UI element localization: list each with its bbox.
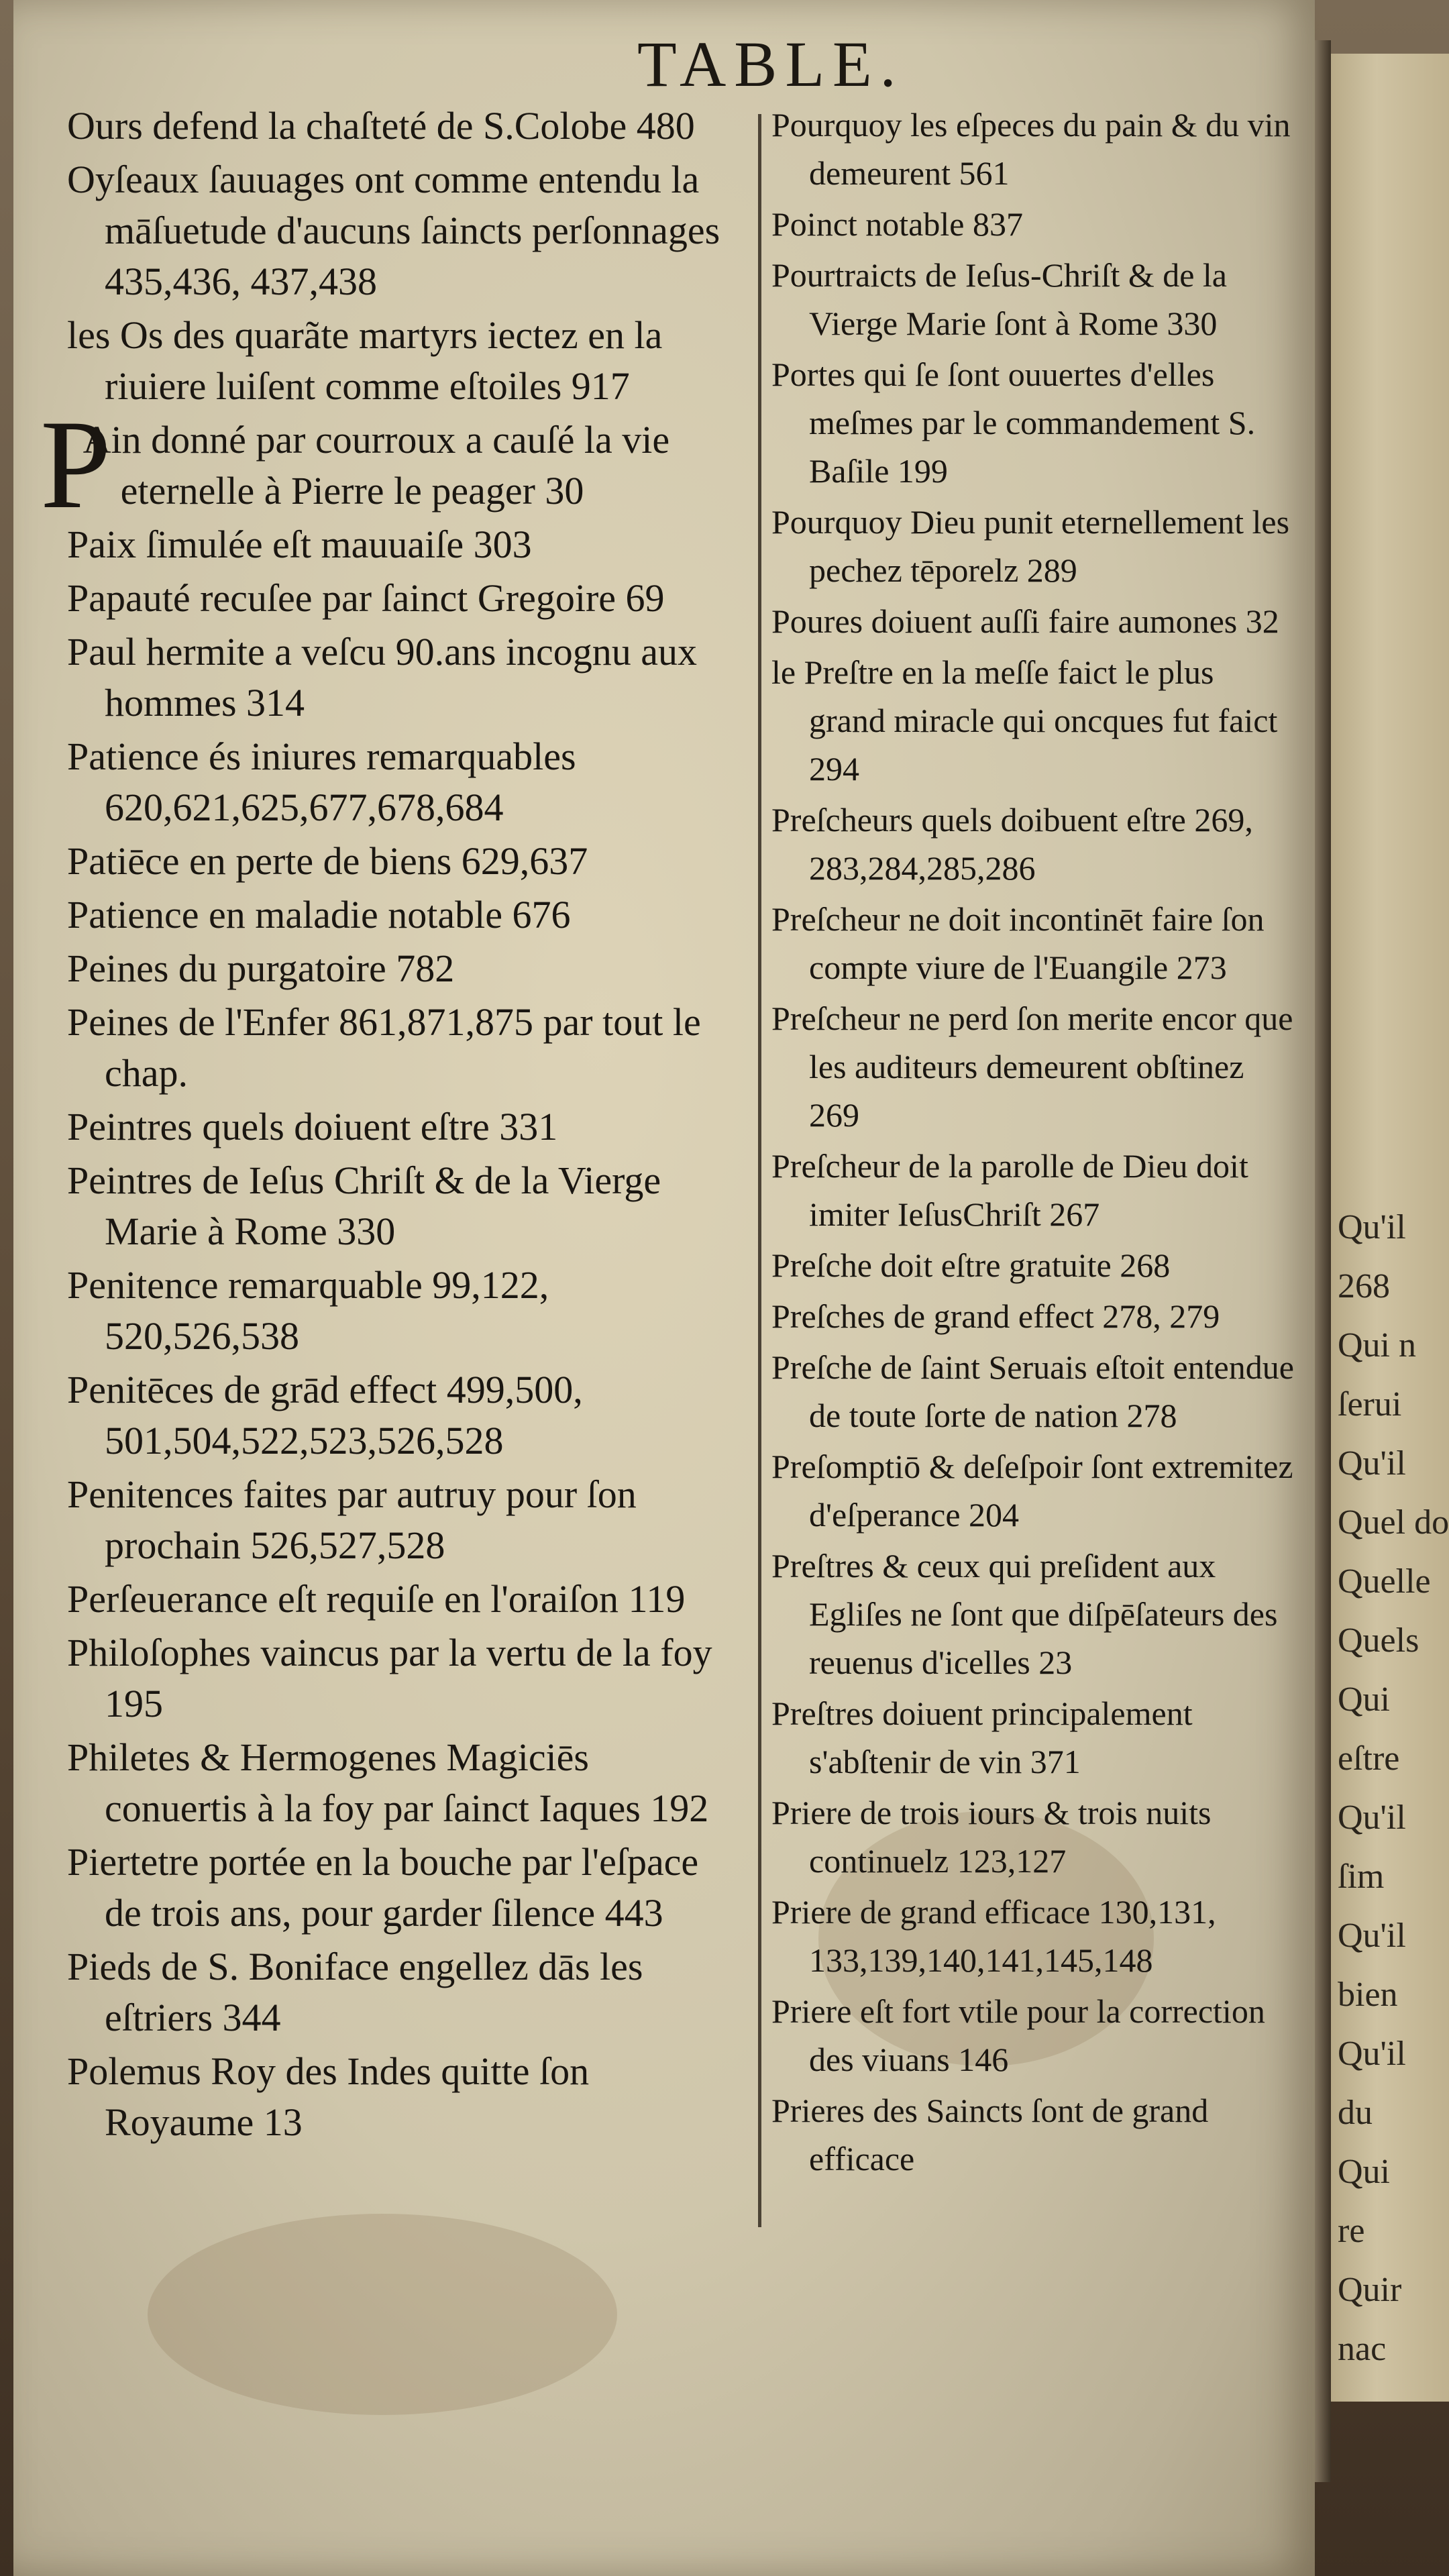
index-entry-text: Ain donné par courroux a cauſé la vie eternelle à Pierre le peager 30 (83, 418, 670, 513)
drop-cap-letter: P (40, 394, 111, 535)
index-entry-text: Philoſophes vaincus par la vertu de la foy 195 (67, 1631, 712, 1725)
index-entry-text: Penitence remarquable 99,122, 520,526,538 (67, 1263, 549, 1358)
index-entry-text: Patience és iniures remarquables 620,621,625,677,678,684 (67, 735, 576, 829)
index-entry (771, 1987, 1295, 2084)
index-entry (67, 997, 738, 1099)
index-column-right (771, 101, 1295, 2186)
index-entry (67, 1627, 738, 1729)
facing-page-fragment: Qui n (1338, 1326, 1416, 1364)
index-entry-text: Philetes & Hermogenes Magiciēs conuertis à la foy par ſainct Iaques 192 (67, 1735, 709, 1830)
index-entry-text: Priere de trois iours & trois nuits continuelz 123,127 (771, 1794, 1212, 1880)
index-entry (67, 1260, 738, 1362)
facing-page-fragment: Quel do (1338, 1503, 1449, 1542)
facing-page-fragment: Qu'il (1338, 1444, 1406, 1483)
index-entry-text: Preſcheur de la parolle de Dieu doit imiter IeſusChriſt 267 (771, 1147, 1248, 1233)
facing-page-fragment: Qu'il (1338, 1917, 1406, 1955)
index-entry-text: Paix ſimulée eſt mauuaiſe 303 (67, 523, 532, 566)
index-entry-text: Peintres de Ieſus Chriſt & de la Vierge Marie à Rome 330 (67, 1159, 661, 1253)
index-entry-text: Portes qui ſe ſont ouuertes d'elles meſmes par le commandement S. Baſile 199 (771, 356, 1256, 490)
index-entry-text: Paul hermite a veſcu 90.ans incognu aux hommes 314 (67, 630, 698, 724)
index-entry-text: Penitēces de grād effect 499,500, 501,504,522,523,526,528 (67, 1368, 583, 1462)
index-entry (771, 1292, 1295, 1340)
index-entry-text: Poures doiuent auſſi faire aumones 32 (771, 602, 1279, 640)
index-entry (771, 796, 1295, 892)
index-entry (67, 1837, 738, 1939)
index-entry (771, 1542, 1295, 1686)
index-entry (67, 1941, 738, 2043)
page-title: TABLE. (637, 28, 904, 100)
index-entry (67, 1364, 738, 1466)
index-entry (67, 101, 738, 152)
index-entry (771, 2086, 1295, 2183)
book-page (13, 0, 1315, 2576)
index-entry (67, 310, 738, 412)
index-entry (771, 1442, 1295, 1539)
index-entry-text: Preſche de ſaint Seruais eſtoit entendue de toute ſorte de nation 278 (771, 1348, 1294, 1434)
facing-page-fragment: Quelle (1338, 1562, 1431, 1601)
index-entry-text: Pourtraicts de Ieſus-Chriſt & de la Vierge Marie ſont à Rome 330 (771, 256, 1228, 342)
index-entry-text: Patience en maladie notable 676 (67, 893, 571, 936)
index-entry-text: Papauté recuſee par ſainct Gregoire 69 (67, 576, 665, 620)
index-entry (67, 1469, 738, 1571)
index-entry-text: Pieds de S. Boniface engellez dās les eſtriers 344 (67, 1945, 643, 2039)
index-entry-text: Peintres quels doiuent eſtre 331 (67, 1105, 558, 1148)
facing-page (1324, 54, 1449, 2402)
index-column-left (40, 101, 738, 2151)
index-entry-text: Pourquoy Dieu punit eternellement les pechez tēporelz 289 (771, 503, 1290, 589)
index-entry-text: Oyſeaux ſauuages ont comme entendu la māſuetude d'aucuns ſaincts perſonnages 435,436, 437,438 (67, 158, 720, 303)
facing-page-fragment: Qui (1338, 1680, 1390, 1719)
index-entry (771, 200, 1295, 248)
facing-page-fragment: ſerui (1338, 1385, 1402, 1424)
index-entry (67, 1155, 738, 1257)
facing-page-fragment: ſim (1338, 1858, 1385, 1896)
index-entry (67, 2046, 738, 2148)
index-entry (771, 648, 1295, 793)
column-divider (758, 114, 761, 2227)
index-entry-text: les Os des quarãte martyrs iectez en la riuiere luiſent comme eſtoiles 917 (67, 313, 663, 408)
index-entry (67, 1102, 738, 1152)
index-entry (771, 101, 1295, 197)
facing-page-fragment: Qu'il (1338, 1799, 1406, 1837)
index-entry (771, 1343, 1295, 1440)
index-entry (771, 1142, 1295, 1238)
index-entry-text: Poinct notable 837 (771, 205, 1023, 243)
index-entry (67, 1574, 738, 1625)
index-entry-text: Preſtres & ceux qui preſident aux Egliſes ne ſont que diſpēſateurs des reuenus d'icelles 23 (771, 1547, 1278, 1681)
index-entry-text: Priere de grand efficace 130,131, 133,139,140,141,145,148 (771, 1893, 1216, 1979)
index-entry (67, 943, 738, 994)
index-entry (771, 895, 1295, 991)
index-entry-text: Preſomptiō & deſeſpoir ſont extremitez d'eſperance 204 (771, 1448, 1293, 1534)
index-entry (771, 1241, 1295, 1289)
index-entry (771, 1689, 1295, 1786)
index-entry (771, 1788, 1295, 1885)
index-entry-text: Pourquoy les eſpeces du pain & du vin demeurent 561 (771, 106, 1291, 192)
index-entry-text: Preſtres doiuent principalement s'abſtenir de vin 371 (771, 1695, 1193, 1780)
facing-page-fragment: Qu'il (1338, 1208, 1406, 1246)
facing-page-fragment: Quir (1338, 2271, 1402, 2309)
index-entry (771, 350, 1295, 495)
facing-page-fragment: re (1338, 2212, 1365, 2250)
index-entry (771, 994, 1295, 1139)
facing-page-fragment: eſtre (1338, 1739, 1400, 1778)
index-entry-text: Penitences faites par autruy pour ſon prochain 526,527,528 (67, 1472, 637, 1567)
index-entry-text: Peines du purgatoire 782 (67, 947, 455, 990)
index-entry-text: Polemus Roy des Indes quitte ſon Royaume 13 (67, 2049, 590, 2144)
facing-page-fragment: bien (1338, 1976, 1398, 2014)
index-entry-text: Preſcheurs quels doibuent eſtre 269, 283,284,285,286 (771, 801, 1253, 887)
facing-page-fragment: nac (1338, 2330, 1387, 2368)
index-entry (40, 394, 738, 535)
index-entry (771, 597, 1295, 645)
index-entry (67, 890, 738, 941)
index-entry-text: Peines de l'Enfer 861,871,875 par tout le chap. (67, 1000, 701, 1095)
index-entry-text: Perſeuerance eſt requiſe en l'oraiſon 119 (67, 1577, 686, 1621)
index-entry-text: Patiēce en perte de biens 629,637 (67, 839, 588, 883)
index-entry-text: le Preſtre en la meſſe faict le plus grand miracle qui oncques fut faict 294 (771, 653, 1278, 788)
index-entry-text: Preſche doit eſtre gratuite 268 (771, 1246, 1171, 1284)
index-entry (67, 1732, 738, 1834)
index-entry (67, 731, 738, 833)
index-entry (771, 251, 1295, 347)
index-entry-text: Priere eſt fort vtile pour la correction des viuans 146 (771, 1992, 1265, 2078)
facing-page-fragment: Qu'il (1338, 2035, 1406, 2073)
index-entry (67, 573, 738, 624)
index-entry-text: Piertetre portée en la bouche par l'eſpace de trois ans, pour garder ſilence 443 (67, 1840, 699, 1935)
facing-page-fragment: du (1338, 2094, 1373, 2132)
facing-page-fragment: Qui (1338, 2153, 1390, 2191)
index-entry-text: Preſcheur ne perd ſon merite encor que les auditeurs demeurent obſtinez 269 (771, 1000, 1293, 1134)
index-entry-text: Prieres des Saincts ſont de grand efficace (771, 2092, 1209, 2178)
index-entry (67, 519, 738, 570)
index-entry-text: Preſcheur ne doit incontinēt faire ſon compte viure de l'Euangile 273 (771, 900, 1265, 986)
index-entry (67, 836, 738, 887)
index-entry (67, 627, 738, 729)
index-entry-text: Ours defend la chaſteté de S.Colobe 480 (67, 104, 695, 148)
facing-page-fragment: Quels (1338, 1621, 1419, 1660)
index-entry-text: Preſches de grand effect 278, 279 (771, 1297, 1220, 1335)
facing-page-fragment: 268 (1338, 1267, 1390, 1305)
index-entry (771, 498, 1295, 594)
page-stain (148, 2214, 617, 2415)
index-entry (771, 1888, 1295, 1984)
index-entry (67, 154, 738, 307)
